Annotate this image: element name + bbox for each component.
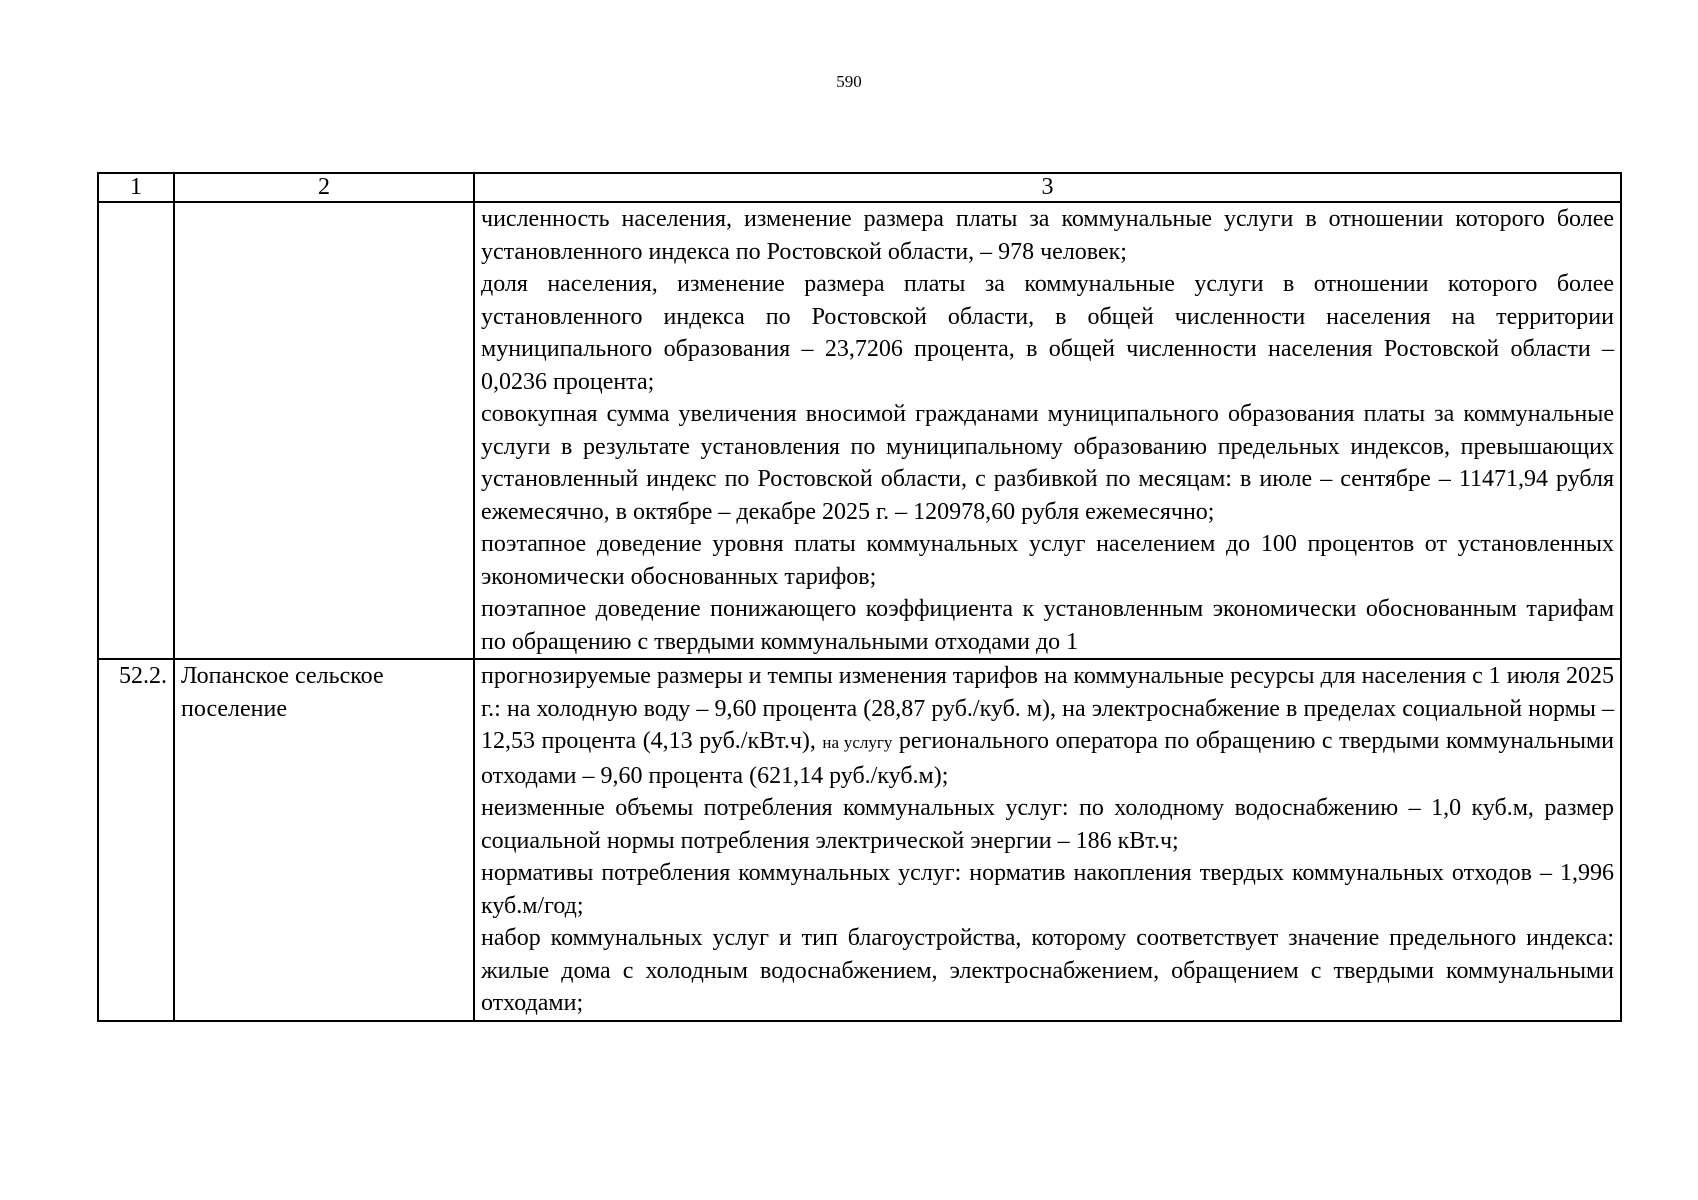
row-description xyxy=(474,202,1621,659)
page-number: 590 xyxy=(836,72,862,91)
header-col-1: 1 xyxy=(98,173,174,202)
paragraph: совокупная сумма увеличения вносимой гражданами муниципального образования платы за коммунальные услуги в результате установления по муниципальному образованию предельных индексов, превышающих установленный индекс по Ростовской области, с разбивкой по месяцам: в июле – сентябре – 11471,94 рубля ежемесячно, в октябре – декабре 2025 г. – 120978,60 рубля ежемесячно; xyxy=(481,401,1614,525)
paragraph: доля населения, изменение размера платы за коммунальные услуги в отношении которого более установленного индекса по Ростовской области, в общей численности населения на территории муниципального образования – 23,7206 процента, в общей численности населения Ростовской области – 0,0236 процента; xyxy=(481,271,1614,395)
table-header-row xyxy=(98,173,1621,202)
paragraph-part: прогнозируемые размеры и темпы изменения тарифов на коммунальные ресурсы для населения с 1 июля 2025 г.: на холодную воду – 9,60 процента (28,87 руб./куб. м), на электроснабжение в пределах социальной нормы – 12,53 процента (4,13 руб./кВт.ч), xyxy=(481,663,1614,754)
paragraph: набор коммунальных услуг и тип благоустройства, которому соответствует значение предельного индекса: жилые дома с холодным водоснабжением, электроснабжением, обращением с твердыми коммунальными отходами; xyxy=(481,925,1614,1016)
paragraph: поэтапное доведение понижающего коэффициента к установленным экономически обоснованным тарифам по обращению с твердыми коммунальными отходами до 1 xyxy=(481,596,1614,655)
paragraph: поэтапное доведение уровня платы коммунальных услуг населением до 100 процентов от установленных экономически обоснованных тарифов; xyxy=(481,531,1614,590)
paragraph: неизменные объемы потребления коммунальных услуг: по холодному водоснабжению – 1,0 куб.м, размер социальной нормы потребления электрической энергии – 186 кВт.ч; xyxy=(481,795,1614,854)
paragraph: численность населения, изменение размера платы за коммунальные услуги в отношении которого более установленного индекса по Ростовской области, – 978 человек; xyxy=(481,206,1614,265)
row-name: Лопанское сельское поселение xyxy=(174,659,474,1021)
row-number: 52.2. xyxy=(98,659,174,1021)
table-row xyxy=(98,659,1621,1021)
paragraph: нормативы потребления коммунальных услуг: норматив накопления твердых коммунальных отходов – 1,996 куб.м/год; xyxy=(481,860,1614,919)
paragraph xyxy=(481,660,1614,792)
header-col-3: 3 xyxy=(474,173,1621,202)
data-table xyxy=(97,172,1622,1022)
header-col-2: 2 xyxy=(174,173,474,202)
row-number xyxy=(98,202,174,659)
row-name xyxy=(174,202,474,659)
table-row xyxy=(98,202,1621,659)
paragraph-small-part: на услугу xyxy=(822,733,893,752)
paragraph-part: регионального оператора по обращению с твердыми коммунальными отходами – 9,60 процента (621,14 руб./куб.м); xyxy=(481,728,1615,789)
row-description xyxy=(474,659,1621,1021)
